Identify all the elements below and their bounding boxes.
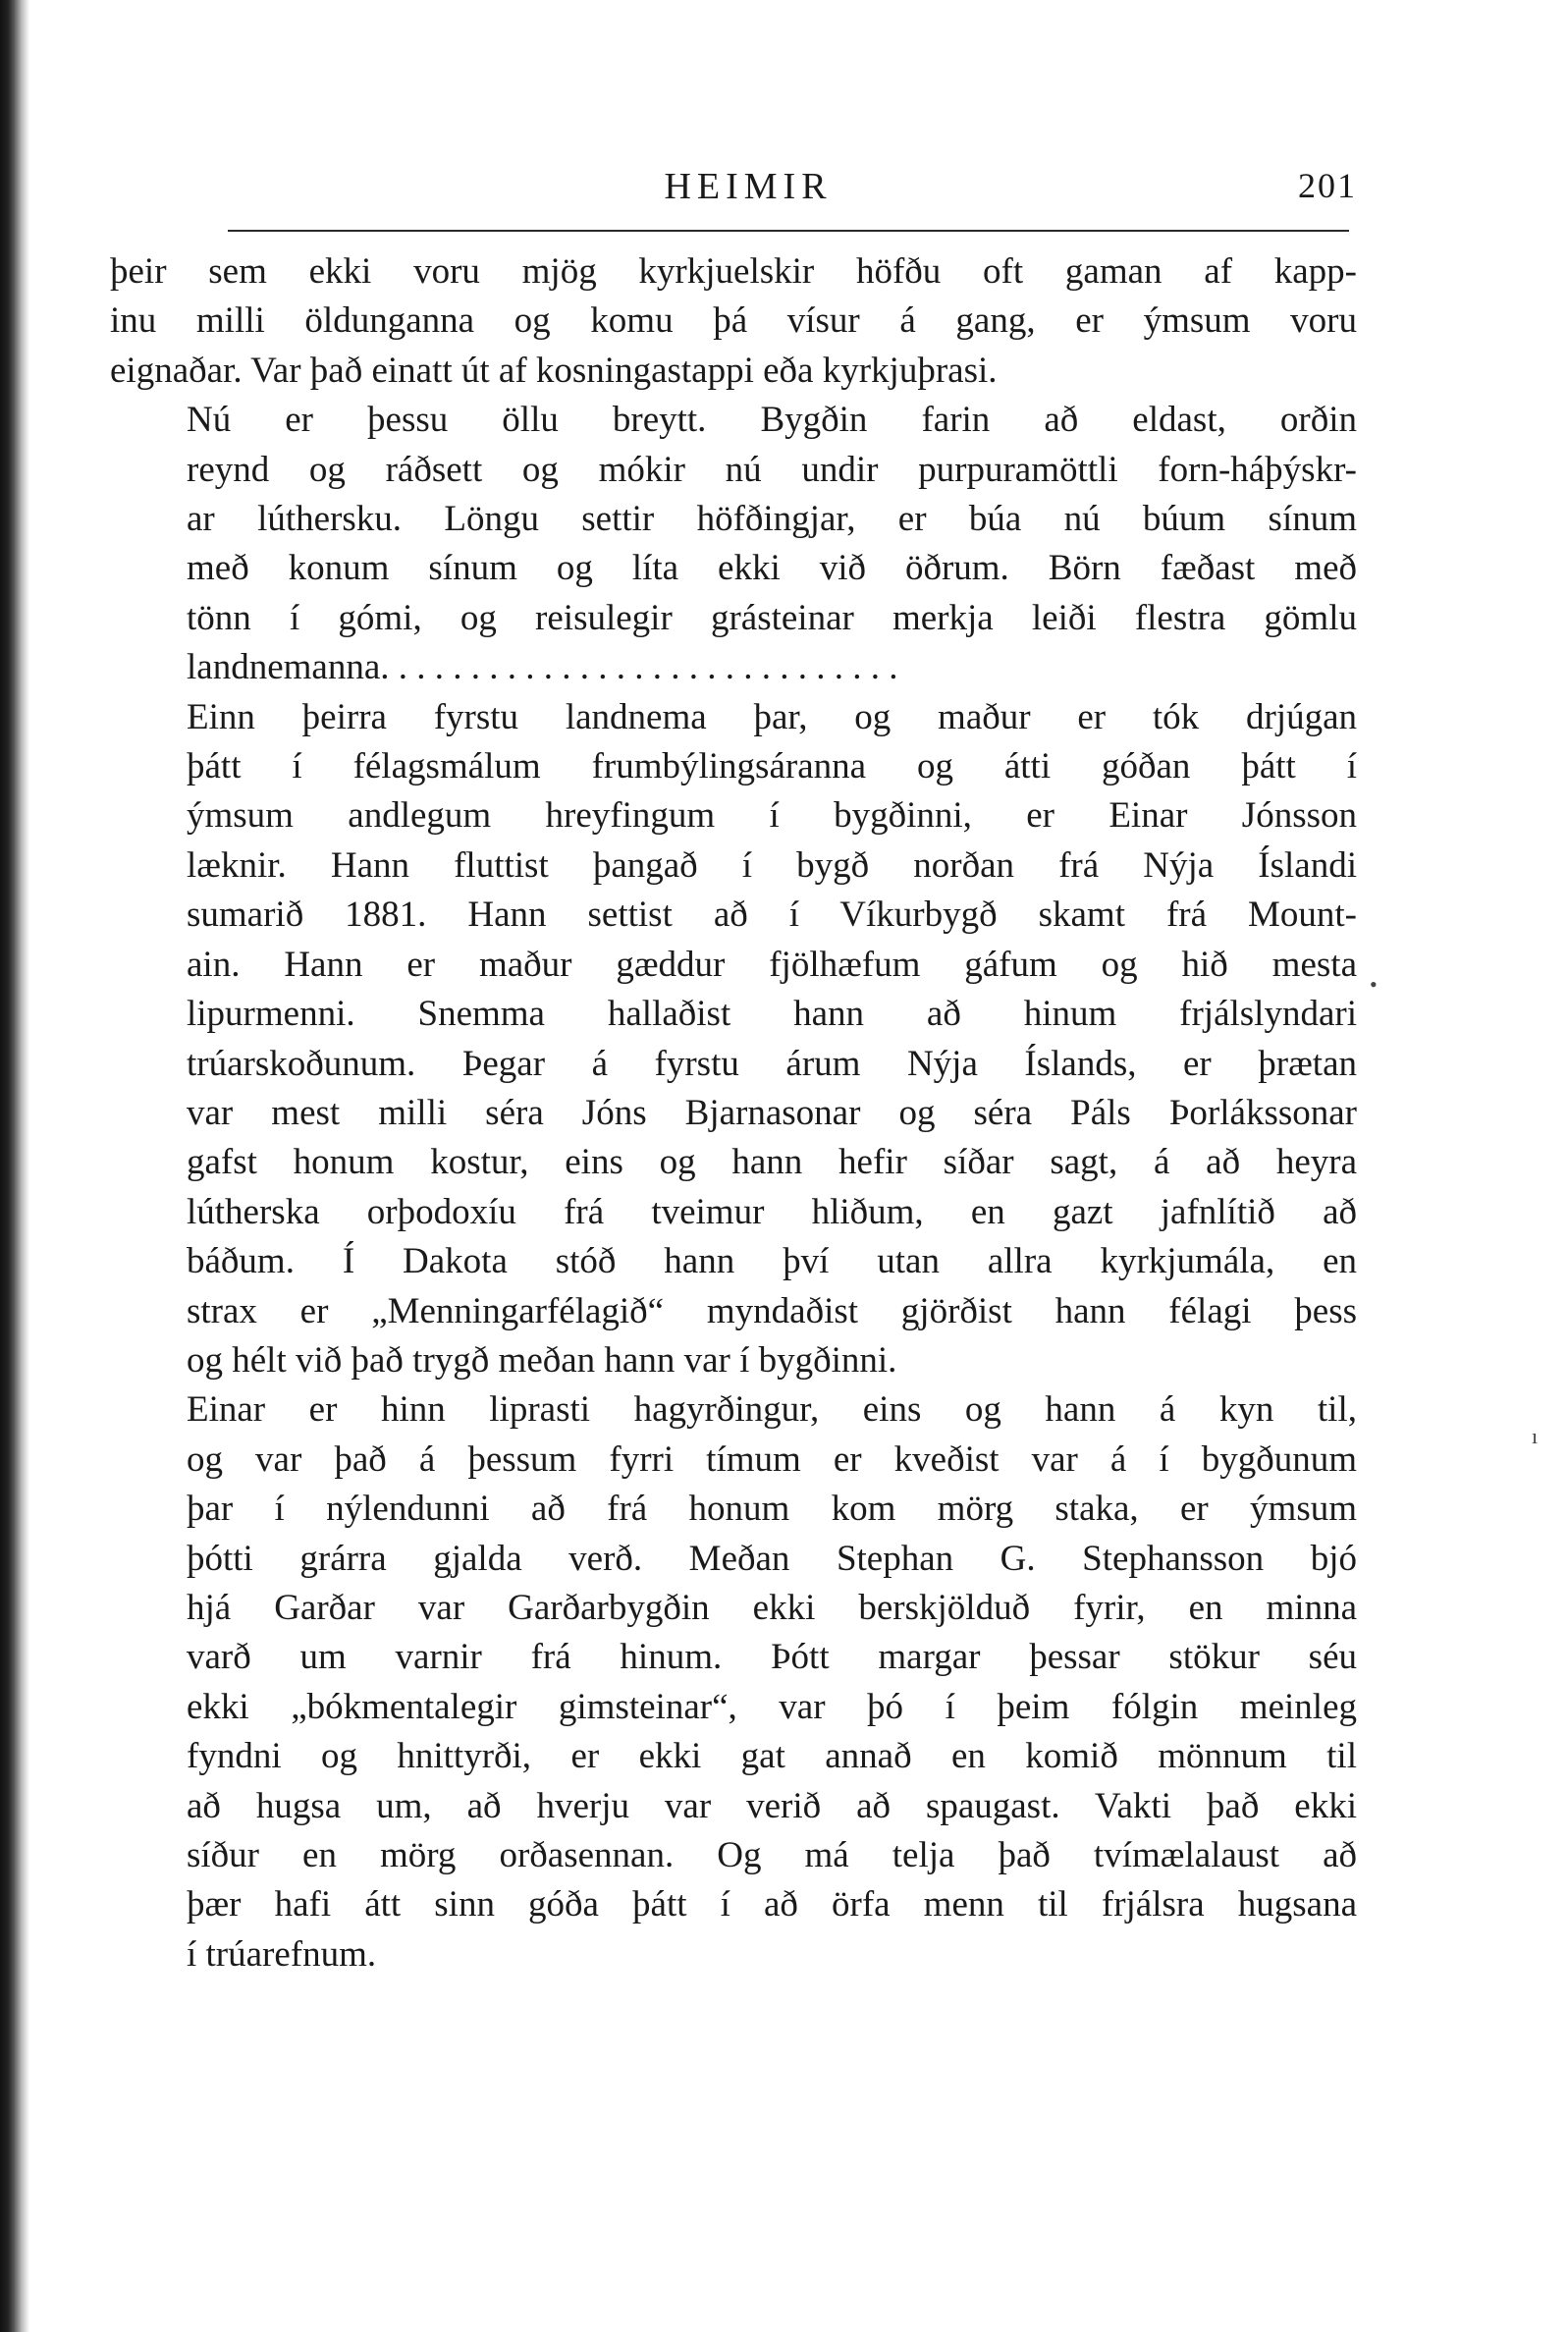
book-page <box>110 147 1357 1979</box>
text-line: var mest milli séra Jóns Bjarnasonar og séra Páls Þorlákssonar <box>187 1092 1357 1133</box>
text-line: að hugsa um, að hverju var verið að spaugast. Vakti það ekki <box>187 1785 1357 1826</box>
text-line: inu milli öldunganna og komu þá vísur á gang, er ýmsum voru <box>110 300 1357 342</box>
text-line: læknir. Hann fluttist þangað í bygð norðan frá Nýja Íslandi <box>187 844 1357 886</box>
text-line: síður en mörg orðasennan. Og má telja það tvímælalaust að <box>187 1835 1357 1875</box>
text-line: ar lúthersku. Löngu settir höfðingjar, er búa nú búum sínum <box>187 499 1357 540</box>
text-line: lútherska orþodoxíu frá tveimur hliðum, en gazt jafnlítið að <box>187 1191 1357 1232</box>
text-line: og hélt við það trygð meðan hann var í bygðinni. <box>187 1339 897 1381</box>
text-line: þar í nýlendunni að frá honum kom mörg staka, er ýmsum <box>187 1489 1357 1530</box>
margin-dot: ı <box>1532 1424 1539 1448</box>
margin-dot: • <box>1370 972 1378 997</box>
text-line: báðum. Í Dakota stóð hann því utan allra kyrkjumála, en <box>187 1241 1357 1282</box>
text-line: lipurmenni. Snemma hallaðist hann að hinum frjálslyndari <box>187 994 1357 1035</box>
page-number: 201 <box>1298 166 1357 205</box>
paragraph <box>110 693 1357 1386</box>
header-rule <box>228 230 1349 232</box>
text-line: ekki „bókmentalegir gimsteinar“, var þó í þeim fólgin meinleg <box>187 1686 1357 1727</box>
text-line: varð um varnir frá hinum. Þótt margar þessar stökur séu <box>187 1637 1357 1678</box>
text-line: fyndni og hnittyrði, er ekki gat annað en komið mönnum til <box>187 1736 1357 1777</box>
text-line: Einn þeirra fyrstu landnema þar, og maður er tók drjúgan <box>187 696 1357 737</box>
text-line: hjá Garðar var Garðarbygðin ekki berskjölduð fyrir, en minna <box>187 1587 1357 1628</box>
text-line: landnemanna. . . . . . . . . . . . . . . . . . . . . . . . . . . . . <box>187 647 898 688</box>
text-line: með konum sínum og líta ekki við öðrum. Börn fæðast með <box>187 548 1357 589</box>
text-line: ain. Hann er maður gæddur fjölhæfum gáfum og hið mesta <box>187 944 1357 985</box>
text-line: í trúarefnum. <box>187 1933 377 1975</box>
text-line: og var það á þessum fyrri tímum er kveðist var á í bygðunum <box>187 1438 1357 1480</box>
running-title: HEIMIR <box>664 166 833 207</box>
text-line: tönn í gómi, og reisulegir grásteinar merkja leiði flestra gömlu <box>187 597 1357 638</box>
binding-edge <box>0 0 29 2332</box>
text-line: þeir sem ekki voru mjög kyrkjuelskir höfðu oft gaman af kapp- <box>110 251 1357 292</box>
text-line: þær hafi átt sinn góða þátt í að örfa menn til frjálsra hugsana <box>187 1884 1357 1925</box>
text-line: þátt í félagsmálum frumbýlingsáranna og átti góðan þátt í <box>187 746 1357 787</box>
text-line: strax er „Menningarfélagið“ myndaðist gjörðist hann félagi þess <box>187 1290 1357 1331</box>
text-line: sumarið 1881. Hann settist að í Víkurbygð skamt frá Mount- <box>187 895 1357 936</box>
paragraph <box>110 396 1357 692</box>
body-text <box>110 247 1357 1979</box>
running-head <box>110 147 1357 206</box>
text-line: gafst honum kostur, eins og hann hefir síðar sagt, á að heyra <box>187 1142 1357 1183</box>
paragraph <box>110 247 1357 396</box>
text-line: eignaðar. Var það einatt út af kosningastappi eða kyrkjuþrasi. <box>110 350 998 391</box>
text-line: reynd og ráðsett og mókir nú undir purpuramöttli forn-háþýskr- <box>187 449 1357 490</box>
paragraph <box>110 1385 1357 1979</box>
text-line: ýmsum andlegum hreyfingum í bygðinni, er Einar Jónsson <box>187 795 1357 837</box>
text-line: trúarskoðunum. Þegar á fyrstu árum Nýja Íslands, er þrætan <box>187 1043 1357 1084</box>
text-line: Nú er þessu öllu breytt. Bygðin farin að eldast, orðin <box>187 400 1357 441</box>
text-line: Einar er hinn liprasti hagyrðingur, eins og hann á kyn til, <box>187 1389 1357 1431</box>
text-line: þótti grárra gjalda verð. Meðan Stephan G. Stephansson bjó <box>187 1538 1357 1579</box>
